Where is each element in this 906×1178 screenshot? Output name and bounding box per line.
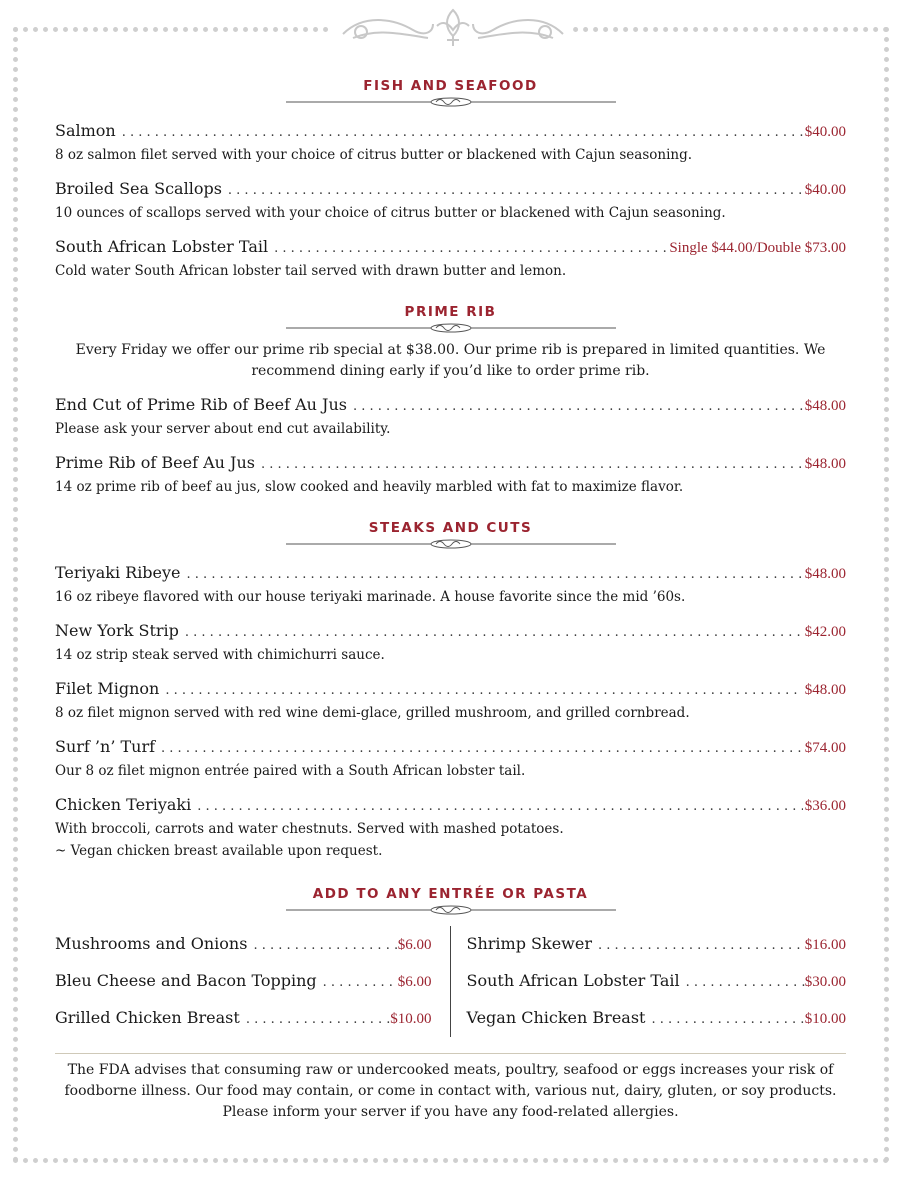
dot-leader — [686, 965, 805, 1000]
menu-item — [55, 236, 846, 282]
add-on-name: Mushrooms and Onions — [55, 934, 248, 953]
item-description: 10 ounces of scallops served with your choice of citrus butter or blackened with Cajun seasoning. — [55, 205, 726, 221]
add-on-name: Shrimp Skewer — [466, 934, 592, 953]
dot-leader — [122, 122, 803, 144]
item-price: $36.00 — [804, 798, 846, 814]
section-title: STEAKS AND CUTS — [368, 520, 533, 536]
add-on-name: South African Lobster Tail — [466, 971, 680, 990]
dot-leader — [651, 1002, 804, 1037]
item-description-note: ~ Vegan chicken breast available upon request. — [55, 843, 383, 859]
add-on-item — [55, 1000, 432, 1037]
dot-leader — [274, 238, 667, 260]
item-description: 14 oz strip steak served with chimichurri sauce. — [55, 647, 385, 663]
item-name: Filet Mignon — [55, 679, 160, 698]
section-add-ons — [55, 884, 846, 1037]
prime-rib-note: Every Friday we offer our prime rib special at $38.00. Our prime rib is prepared in limited quantities. We recommend dining early if you’d like to order prime rib. — [75, 342, 826, 379]
fda-disclaimer: The FDA advises that consuming raw or undercooked meats, poultry, seafood or eggs increases your risk of foodborne illness. Our food may contain, or come in contact with, various nut, dairy, gluten, or soy products. Please inform your server if you have any food-related allergies. — [64, 1062, 837, 1120]
item-description: Please ask your server about end cut availability. — [55, 421, 391, 437]
item-name: End Cut of Prime Rib of Beef Au Jus — [55, 395, 347, 414]
add-on-column-left — [55, 926, 451, 1037]
divider-ornament-icon — [286, 322, 616, 334]
add-on-price: $6.00 — [397, 974, 432, 990]
add-on-column-right — [451, 926, 847, 1037]
add-on-price: $10.00 — [390, 1011, 432, 1027]
section-title: ADD TO ANY ENTRÉE OR PASTA — [312, 886, 589, 902]
item-price: $48.00 — [804, 566, 846, 582]
item-name: Broiled Sea Scallops — [55, 179, 222, 198]
add-on-price: $6.00 — [397, 937, 432, 953]
footer-rule — [55, 1053, 846, 1054]
menu-item — [55, 178, 846, 224]
item-price: $42.00 — [804, 624, 846, 640]
item-description: 16 oz ribeye flavored with our house teriyaki marinade. A house favorite since the mid ’60s. — [55, 589, 686, 605]
item-price: $40.00 — [804, 182, 846, 198]
dot-leader — [598, 928, 805, 963]
item-price: $48.00 — [804, 456, 846, 472]
section-steaks-and-cuts — [55, 518, 846, 862]
item-name: Salmon — [55, 121, 116, 140]
section-prime-rib — [55, 302, 846, 498]
section-title: PRIME RIB — [404, 304, 497, 320]
menu-content — [55, 76, 846, 1137]
add-on-name: Vegan Chicken Breast — [466, 1008, 646, 1027]
menu-item — [55, 678, 846, 724]
section-title: FISH AND SEAFOOD — [363, 78, 538, 94]
dot-leader — [323, 965, 398, 1000]
menu-item — [55, 452, 846, 498]
item-name: Chicken Teriyaki — [55, 795, 192, 814]
item-description: With broccoli, carrots and water chestnuts. Served with mashed potatoes. — [55, 821, 564, 837]
item-price: $48.00 — [804, 398, 846, 414]
dot-leader — [197, 796, 803, 818]
dot-leader — [246, 1002, 390, 1037]
item-description: 14 oz prime rib of beef au jus, slow cooked and heavily marbled with fat to maximize flavor. — [55, 479, 684, 495]
item-description: Our 8 oz filet mignon entrée paired with a South African lobster tail. — [55, 763, 526, 779]
item-description: 8 oz salmon filet served with your choice of citrus butter or blackened with Cajun seasoning. — [55, 147, 693, 163]
divider-ornament-icon — [286, 904, 616, 916]
item-description: Cold water South African lobster tail served with drawn butter and lemon. — [55, 263, 567, 279]
add-on-name: Grilled Chicken Breast — [55, 1008, 240, 1027]
divider-ornament-icon — [286, 538, 616, 550]
add-on-item — [467, 926, 847, 963]
item-name: New York Strip — [55, 621, 179, 640]
add-on-price: $16.00 — [804, 937, 846, 953]
add-on-price: $10.00 — [804, 1011, 846, 1027]
add-on-columns — [55, 926, 846, 1037]
item-price: $40.00 — [804, 124, 846, 140]
add-on-name: Bleu Cheese and Bacon Topping — [55, 971, 317, 990]
add-on-item — [55, 926, 432, 963]
item-name: Teriyaki Ribeye — [55, 563, 181, 582]
item-description: 8 oz filet mignon served with red wine demi-glace, grilled mushroom, and grilled cornbread. — [55, 705, 690, 721]
add-on-price: $30.00 — [804, 974, 846, 990]
item-name: South African Lobster Tail — [55, 237, 269, 256]
item-price: $74.00 — [804, 740, 846, 756]
dot-leader — [353, 396, 803, 418]
dot-leader — [253, 928, 397, 963]
section-fish-and-seafood — [55, 76, 846, 282]
dot-leader — [165, 680, 802, 702]
menu-item — [55, 120, 846, 166]
flourish-ornament-icon — [333, 4, 573, 50]
item-name: Surf ’n’ Turf — [55, 737, 156, 756]
item-price: $48.00 — [804, 682, 846, 698]
menu-item — [55, 394, 846, 440]
dot-leader — [187, 564, 803, 586]
menu-item — [55, 794, 846, 862]
menu-item — [55, 736, 846, 782]
divider-ornament-icon — [286, 96, 616, 108]
add-on-item — [467, 963, 847, 1000]
menu-item — [55, 620, 846, 666]
item-name: Prime Rib of Beef Au Jus — [55, 453, 255, 472]
dot-leader — [161, 738, 803, 760]
item-price: Single $44.00/Double $73.00 — [669, 240, 846, 256]
dot-leader — [185, 622, 803, 644]
dot-leader — [261, 454, 803, 476]
menu-item — [55, 562, 846, 608]
add-on-item — [55, 963, 432, 1000]
add-on-item — [467, 1000, 847, 1037]
dot-leader — [228, 180, 803, 202]
